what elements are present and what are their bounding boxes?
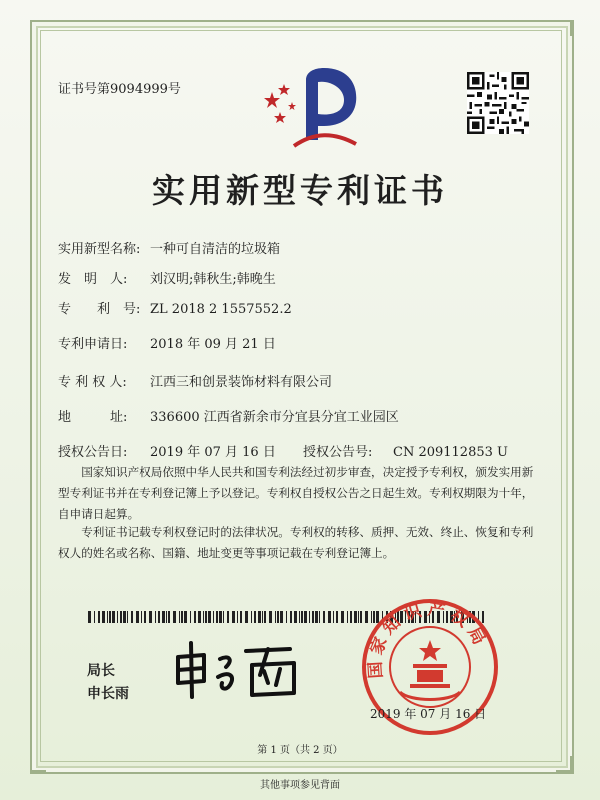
field-grant-date	[58, 441, 276, 460]
field-label: 授权公告日:	[58, 445, 128, 460]
svg-text:国家知识产权局: 国家知识产权局	[365, 599, 492, 680]
field-inventors	[58, 268, 276, 287]
field-label: 专 利 权 人:	[58, 375, 127, 390]
director-title: 局长	[87, 663, 115, 679]
field-value: 刘汉明;韩秋生;韩晚生	[150, 272, 276, 287]
certificate-title: 实用新型专利证书	[152, 171, 448, 210]
qr-code-icon	[467, 72, 529, 134]
field-announcement-number	[303, 441, 508, 460]
page-number: 第 1 页（共 2 页）	[257, 745, 343, 756]
director-signature-icon	[170, 635, 300, 705]
certificate-number: 证书号第9094999号	[58, 82, 181, 97]
field-value: 2018 年 09 月 21 日	[150, 337, 276, 352]
field-label: 专 利 号:	[58, 302, 141, 317]
field-label: 地 址:	[58, 410, 128, 425]
border-corner	[556, 756, 572, 772]
field-address	[58, 406, 399, 425]
footer-note: 其他事项参见背面	[260, 780, 340, 791]
field-value: CN 209112853 U	[393, 445, 508, 460]
field-value: ZL 2018 2 1557552.2	[150, 302, 292, 317]
patent-office-logo-icon	[258, 62, 368, 152]
field-label: 实用新型名称:	[58, 242, 141, 257]
border-corner	[30, 20, 46, 36]
seal-date: 2019 年 07 月 16 日	[370, 707, 487, 721]
field-utility-model-name	[58, 238, 280, 257]
director-name: 申长雨	[87, 686, 129, 702]
body-paragraph: 国家知识产权局依照中华人民共和国专利法经过初步审查，决定授予专利权，颁发实用新型专利证书并在专利登记簿上予以登记。专利权自授权公告之日起生效。专利权期限为十年，自申请日起算。	[58, 465, 534, 521]
border-corner	[556, 20, 572, 36]
field-value: 2019 年 07 月 16 日	[150, 445, 276, 460]
field-label: 发 明 人:	[58, 272, 128, 287]
field-label: 授权公告号:	[303, 445, 373, 460]
field-value: 一种可自清洁的垃圾箱	[150, 242, 281, 257]
field-application-date	[58, 333, 276, 352]
field-label: 专利申请日:	[58, 337, 128, 352]
border-corner	[30, 756, 46, 772]
field-value: 336600 江西省新余市分宜县分宜工业园区	[150, 410, 399, 425]
field-patentee	[58, 371, 332, 390]
field-patent-number	[58, 298, 292, 317]
field-value: 江西三和创景装饰材料有限公司	[150, 375, 333, 390]
body-paragraph: 专利证书记载专利权登记时的法律状况。专利权的转移、质押、无效、终止、恢复和专利权人的姓名或名称、国籍、地址变更等事项记载在专利登记簿上。	[58, 525, 534, 560]
